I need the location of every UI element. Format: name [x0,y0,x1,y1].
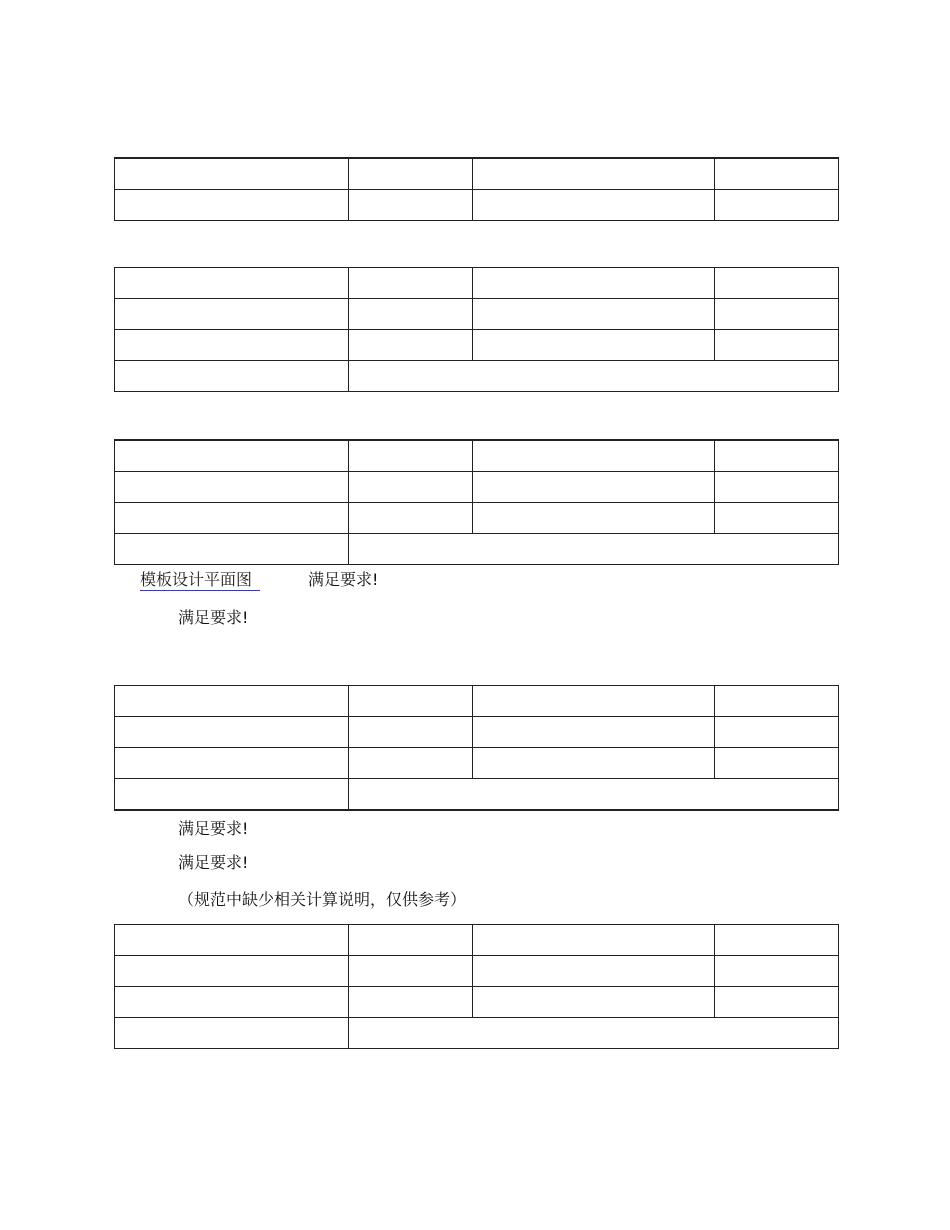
table-cell [473,330,715,361]
table-cell [115,686,349,717]
table-cell [473,748,715,779]
table-cell [473,299,715,330]
table-3 [114,439,839,565]
reference-note: （规范中缺少相关计算说明，仅供参考） [178,890,467,909]
table-row [115,472,839,503]
table-cell [473,987,715,1018]
table-row [115,925,839,956]
table-cell [349,925,473,956]
table-cell [473,717,715,748]
table-row [115,299,839,330]
table-cell [349,956,473,987]
table-row [115,987,839,1018]
table-cell [349,503,473,534]
table-cell [473,190,715,221]
table-cell [349,361,839,392]
table-cell [349,190,473,221]
table-cell [473,472,715,503]
table-cell [115,268,349,299]
table-cell [115,361,349,392]
table-5 [114,924,839,1049]
check-result-text: 满足要求! [308,570,379,589]
table-row [115,1018,839,1049]
table-cell [349,987,473,1018]
table-row [115,361,839,392]
table-cell [715,503,839,534]
table-cell [349,1018,839,1049]
table-cell [115,956,349,987]
table-cell [115,299,349,330]
table-cell [349,472,473,503]
table-cell [115,925,349,956]
check-result-text: 满足要求! [178,853,249,872]
table-cell [115,503,349,534]
table-cell [473,268,715,299]
table-cell [473,503,715,534]
table-cell [715,686,839,717]
table-cell [715,472,839,503]
table-cell [115,158,349,190]
table-row [115,158,839,190]
table-cell [473,158,715,190]
table-cell [349,534,839,565]
table-1 [114,157,839,221]
table-cell [715,268,839,299]
table-cell [115,472,349,503]
table-cell [115,987,349,1018]
table-cell [115,748,349,779]
table-cell [349,440,473,472]
table-cell [473,956,715,987]
table-row [115,330,839,361]
table-cell [715,925,839,956]
table-cell [115,779,349,811]
table-cell [115,1018,349,1049]
table-2 [114,267,839,392]
table-cell [715,299,839,330]
table-cell [349,748,473,779]
table-row [115,717,839,748]
table-cell [115,440,349,472]
table-cell [715,158,839,190]
table-cell [715,330,839,361]
table-cell [473,440,715,472]
table-row [115,503,839,534]
table-row [115,440,839,472]
table-cell [115,190,349,221]
table-cell [473,686,715,717]
table-row [115,686,839,717]
table-cell [349,717,473,748]
table-cell [715,748,839,779]
table-cell [715,190,839,221]
table-cell [115,330,349,361]
table-row [115,190,839,221]
table-row [115,268,839,299]
template-plan-link[interactable]: 模板设计平面图 [140,570,260,591]
table-cell [715,956,839,987]
table-cell [115,534,349,565]
table-cell [349,686,473,717]
table-cell [715,717,839,748]
table-cell [349,158,473,190]
table-cell [115,717,349,748]
table-cell [349,299,473,330]
table-cell [349,330,473,361]
table-row [115,779,839,811]
check-result-text: 满足要求! [178,608,249,627]
table-cell [473,925,715,956]
table-row [115,956,839,987]
table-row [115,534,839,565]
table-cell [349,779,839,811]
table-cell [349,268,473,299]
table-cell [715,987,839,1018]
table-cell [715,440,839,472]
table-row [115,748,839,779]
check-result-text: 满足要求! [178,819,249,838]
table-4 [114,685,839,811]
